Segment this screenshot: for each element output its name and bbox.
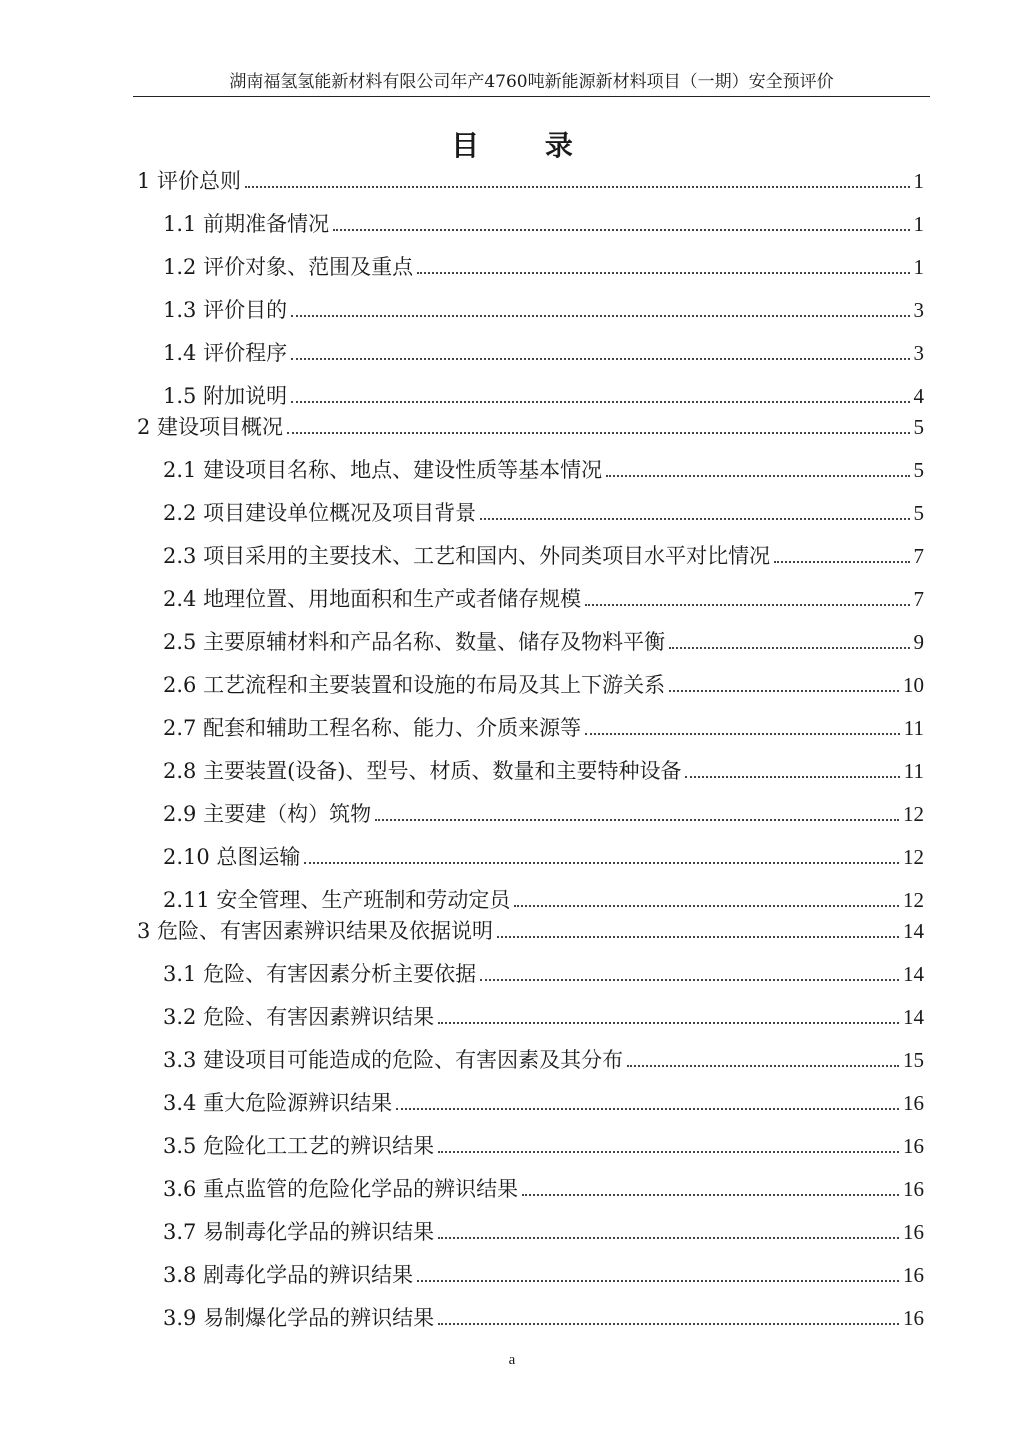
- toc-entry[interactable]: [163, 1002, 924, 1032]
- toc-dot-leader: [438, 1151, 899, 1153]
- toc-entry-label: 1.4 评价程序: [163, 341, 288, 365]
- toc-entry-label: 2.5 主要原辅材料和产品名称、数量、储存及物料平衡: [163, 630, 666, 654]
- toc-entry-page-number: 16: [903, 1306, 924, 1330]
- toc-entry-page-number: 1: [913, 169, 924, 193]
- toc-entry-label: 2.11 安全管理、生产班制和劳动定员: [163, 888, 511, 912]
- toc-dot-leader: [522, 1194, 899, 1196]
- toc-entry-page-number: 16: [903, 1091, 924, 1115]
- toc-entry-label: 3.7 易制毒化学品的辨识结果: [163, 1220, 435, 1244]
- toc-entry-label: 2.4 地理位置、用地面积和生产或者储存规模: [163, 587, 582, 611]
- toc-entry-page-number: 9: [913, 630, 924, 654]
- toc-dot-leader: [287, 432, 909, 434]
- toc-entry[interactable]: [163, 1217, 924, 1247]
- running-header: 湖南福氢氢能新材料有限公司年产4760吨新能源新材料项目（一期）安全预评价: [133, 68, 930, 97]
- toc-entry-page-number: 5: [913, 415, 924, 439]
- toc-entry-page-number: 1: [913, 212, 924, 236]
- toc-entry-page-number: 4: [913, 384, 924, 408]
- toc-dot-leader: [245, 186, 909, 188]
- toc-entry[interactable]: [137, 166, 924, 196]
- toc-dot-leader: [585, 604, 909, 606]
- toc-dot-leader: [627, 1065, 899, 1067]
- toc-entry-label: 2.8 主要装置(设备)、型号、材质、数量和主要特种设备: [163, 759, 682, 783]
- toc-dot-leader: [396, 1108, 899, 1110]
- toc-entry-label: 3 危险、有害因素辨识结果及依据说明: [137, 919, 494, 943]
- toc-entry-label: 2.7 配套和辅助工程名称、能力、介质来源等: [163, 716, 582, 740]
- toc-entry-page-number: 12: [903, 802, 924, 826]
- toc-dot-leader: [291, 401, 909, 403]
- toc-entry[interactable]: [163, 381, 924, 411]
- toc-entry-page-number: 16: [903, 1134, 924, 1158]
- toc-entry-label: 3.6 重点监管的危险化学品的辨识结果: [163, 1177, 519, 1201]
- toc-entry[interactable]: [163, 1303, 924, 1333]
- toc-entry-label: 3.1 危险、有害因素分析主要依据: [163, 962, 477, 986]
- toc-entry-page-number: 10: [903, 673, 924, 697]
- toc-dot-leader: [438, 1323, 899, 1325]
- toc-entry-label: 1 评价总则: [137, 169, 242, 193]
- toc-entry-page-number: 14: [903, 919, 924, 943]
- toc-entry-page-number: 5: [913, 458, 924, 482]
- toc-entry[interactable]: [163, 1131, 924, 1161]
- toc-entry[interactable]: [163, 627, 924, 657]
- toc-entry-page-number: 14: [903, 962, 924, 986]
- toc-entry[interactable]: [137, 916, 924, 946]
- toc-dot-leader: [438, 1022, 899, 1024]
- toc-entry-label: 2.10 总图运输: [163, 845, 301, 869]
- toc-dot-leader: [375, 819, 899, 821]
- toc-entry[interactable]: [163, 541, 924, 571]
- toc-title: 目 录: [451, 129, 601, 162]
- toc-dot-leader: [774, 561, 909, 563]
- toc-dot-leader: [480, 518, 909, 520]
- toc-entry[interactable]: [163, 670, 924, 700]
- page-number: a: [508, 1352, 516, 1368]
- toc-dot-leader: [685, 776, 899, 778]
- toc-dot-leader: [304, 862, 899, 864]
- toc-entry[interactable]: [163, 455, 924, 485]
- toc-dot-leader: [669, 647, 909, 649]
- toc-entry[interactable]: [137, 412, 924, 442]
- toc-entry-label: 3.5 危险化工工艺的辨识结果: [163, 1134, 435, 1158]
- toc-entry-page-number: 15: [903, 1048, 924, 1072]
- toc-entry[interactable]: [163, 1174, 924, 1204]
- toc-entry[interactable]: [163, 885, 924, 915]
- toc-entry-label: 1.5 附加说明: [163, 384, 288, 408]
- toc-dot-leader: [438, 1237, 899, 1239]
- toc-entry[interactable]: [163, 713, 924, 743]
- toc-entry-page-number: 12: [903, 845, 924, 869]
- toc-entry-label: 3.4 重大危险源辨识结果: [163, 1091, 393, 1115]
- toc-entry[interactable]: [163, 756, 924, 786]
- toc-entry[interactable]: [163, 842, 924, 872]
- toc-entry-page-number: 3: [913, 341, 924, 365]
- toc-dot-leader: [417, 1280, 899, 1282]
- toc-entry[interactable]: [163, 209, 924, 239]
- toc-entry-page-number: 7: [913, 544, 924, 568]
- toc-entry[interactable]: [163, 252, 924, 282]
- toc-entry-page-number: 5: [913, 501, 924, 525]
- toc-entry[interactable]: [163, 498, 924, 528]
- toc-entry-page-number: 11: [903, 759, 924, 783]
- toc-dot-leader: [291, 315, 909, 317]
- toc-entry[interactable]: [163, 338, 924, 368]
- toc-entry[interactable]: [163, 959, 924, 989]
- toc-entry-label: 1.3 评价目的: [163, 298, 288, 322]
- toc-entry-page-number: 7: [913, 587, 924, 611]
- toc-entry[interactable]: [163, 584, 924, 614]
- toc-entry-label: 2.9 主要建（构）筑物: [163, 802, 372, 826]
- toc-entry-page-number: 16: [903, 1220, 924, 1244]
- toc-entry[interactable]: [163, 1045, 924, 1075]
- toc-entry-page-number: 16: [903, 1263, 924, 1287]
- toc-entry-page-number: 14: [903, 1005, 924, 1029]
- toc-dot-leader: [606, 475, 909, 477]
- toc-dot-leader: [480, 979, 899, 981]
- toc-entry-page-number: 11: [903, 716, 924, 740]
- toc-entry-label: 2.2 项目建设单位概况及项目背景: [163, 501, 477, 525]
- toc-entry-label: 2.1 建设项目名称、地点、建设性质等基本情况: [163, 458, 603, 482]
- toc-entry-label: 1.1 前期准备情况: [163, 212, 330, 236]
- toc-entry-page-number: 1: [913, 255, 924, 279]
- toc-entry-page-number: 16: [903, 1177, 924, 1201]
- toc-dot-leader: [417, 272, 909, 274]
- toc-entry-label: 3.3 建设项目可能造成的危险、有害因素及其分布: [163, 1048, 624, 1072]
- toc-entry[interactable]: [163, 799, 924, 829]
- toc-entry-label: 3.9 易制爆化学品的辨识结果: [163, 1306, 435, 1330]
- toc-dot-leader: [497, 936, 899, 938]
- toc-entry[interactable]: [163, 1260, 924, 1290]
- toc-dot-leader: [669, 690, 899, 692]
- toc-entry-label: 2 建设项目概况: [137, 415, 284, 439]
- toc-entry-page-number: 3: [913, 298, 924, 322]
- toc-entry-label: 3.8 剧毒化学品的辨识结果: [163, 1263, 414, 1287]
- toc-entry[interactable]: [163, 1088, 924, 1118]
- toc-entry-label: 3.2 危险、有害因素辨识结果: [163, 1005, 435, 1029]
- toc-dot-leader: [585, 733, 900, 735]
- toc-dot-leader: [514, 905, 899, 907]
- toc-dot-leader: [333, 229, 909, 231]
- toc-entry-label: 2.6 工艺流程和主要装置和设施的布局及其上下游关系: [163, 673, 666, 697]
- toc-dot-leader: [291, 358, 909, 360]
- toc-entry[interactable]: [163, 295, 924, 325]
- toc-entry-label: 2.3 项目采用的主要技术、工艺和国内、外同类项目水平对比情况: [163, 544, 771, 568]
- toc-entry-page-number: 12: [903, 888, 924, 912]
- toc-entry-label: 1.2 评价对象、范围及重点: [163, 255, 414, 279]
